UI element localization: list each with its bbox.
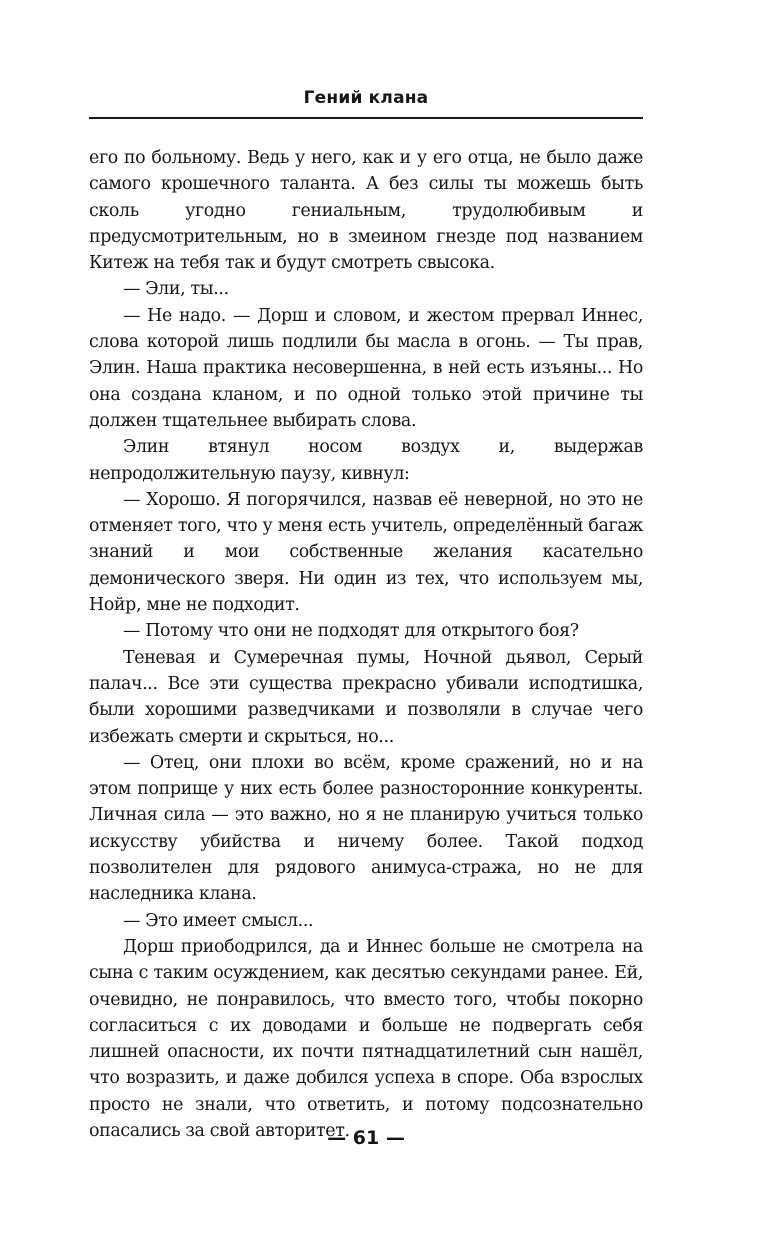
header-rule (89, 117, 643, 119)
paragraph: — Эли, ты... (123, 279, 229, 300)
body-text (89, 145, 643, 1144)
paragraph: — Отец, они плохи во всём, кроме сражений, но и на этом поприще у них есть более разносторонние конкуренты. Личная сила — это важно, но я не планирую учиться только искусству убийства и ничему более. Такой подход позволителен для рядового анимуса-стража, но не для наследника клана. (89, 752, 643, 905)
paragraph: Дорш приободрился, да и Иннес больше не смотрела на сына с таким осуждением, как десятью секундами ранее. Ей, очевидно, не понравилось, что вместо того, чтобы покорно согласиться с их доводами и больше не подвергать себя лишней опасности, их почти пятнадцатилетний сын нашёл, что возразить, и даже добился успеха в споре. Оба взрослых просто не знали, что ответить, и потому подсознательно опасались за свой авторитет. (89, 936, 643, 1141)
paragraph: его по больному. Ведь у него, как и у его отца, не было даже самого крошечного таланта. А без силы ты можешь быть сколь угодно гениальным, трудолюбивым и предусмотрительным, но в змеином гнезде под названием Китеж на тебя так и будут смотреть свысока. (89, 148, 643, 274)
paragraph: — Это имеет смысл... (123, 910, 314, 931)
paragraph: — Хорошо. Я погорячился, назвав её неверной, но это не отменяет того, что у меня есть учитель, определённый багаж знаний и мои собственные желания касательно демонического зверя. Ни один из тех, что используем мы, Нойр, мне не подходит. (89, 489, 643, 616)
paragraph: — Потому что они не подходят для открытого боя? (123, 621, 579, 642)
paragraph: Теневая и Сумеречная пумы, Ночной дьявол, Серый палач... Все эти существа прекрасно убивали исподтишка, были хорошими разведчиками и позволяли в случае чего избежать смерти и скрыться, но... (89, 647, 643, 747)
page-number: — 61 — (327, 1127, 405, 1149)
running-head: Гений клана (303, 88, 429, 108)
paragraph: Элин втянул носом воздух и, выдержав непродолжительную паузу, кивнул: (89, 437, 643, 484)
paragraph: — Не надо. — Дорш и словом, и жестом прервал Иннес, слова которой лишь подлили бы масла в огонь. — Ты прав, Элин. Наша практика несовершенна, в ней есть изъяны... Но она создана кланом, и по одной только этой причине ты должен тщательнее выбирать слова. (89, 305, 643, 431)
